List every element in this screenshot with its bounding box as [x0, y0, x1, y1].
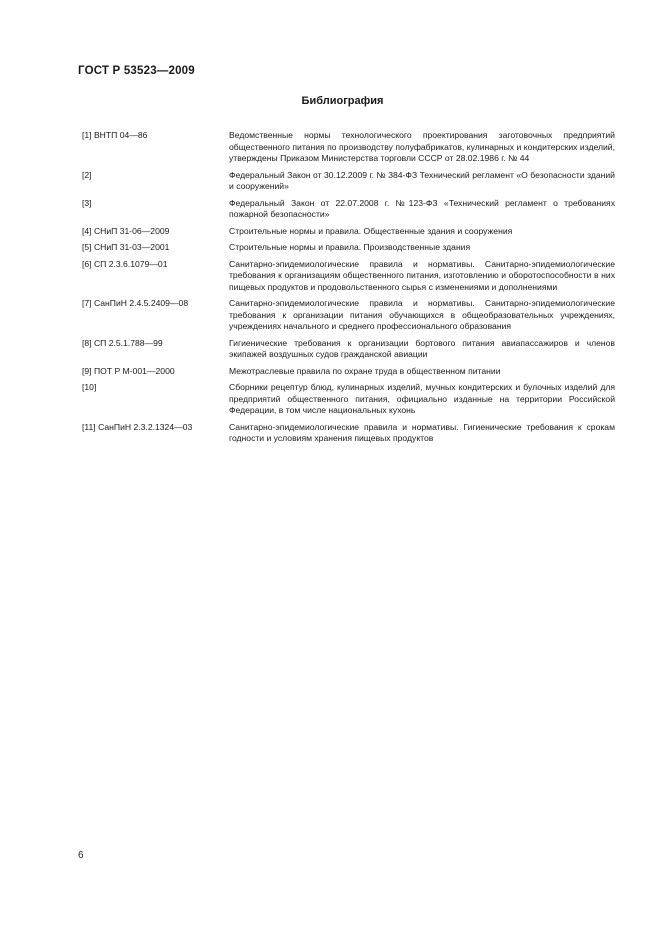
bibliography-entry — [82, 382, 615, 417]
bibliography-ref: [1] ВНТП 04—86 — [82, 130, 148, 140]
bibliography-entry — [82, 366, 615, 378]
bibliography-ref: [3] — [82, 197, 92, 208]
bibliography-entry — [82, 338, 615, 361]
bibliography-ref: [9] ПОТ Р М-001—2000 — [82, 365, 175, 376]
bibliography-text: Сборники рецептур блюд, кулинарных изделий, мучных кондитерских и булочных изделий для предприятий общественного питания, официально изданные на территории Российской Федерации, в том числе национальных кухонь — [229, 382, 615, 415]
bibliography-list — [82, 130, 615, 450]
bibliography-ref: [2] — [82, 169, 92, 180]
bibliography-entry — [82, 259, 615, 294]
bibliography-text: Санитарно-эпидемиологические правила и нормативы. Санитарно-эпидемиологические требования к организации питания обучающихся в общеобразовательных учреждениях, учреждениях начального и среднего профессионального образования — [229, 298, 615, 331]
bibliography-text: Ведомственные нормы технологического проектирования заготовочных предприятий общественного питания по производству полуфабрикатов, кулинарных и кондитерских изделий, утверждены Приказом Министерства торговли СССР от 28.02.1986 г. № 44 — [229, 130, 615, 163]
bibliography-text: Строительные нормы и правила. Общественные здания и сооружения — [229, 225, 513, 236]
bibliography-ref: [7] СанПиН 2.4.5.2409—08 — [82, 298, 189, 308]
bibliography-text: Федеральный Закон от 22.07.2008 г. №123-ФЗ «Технический регламент о требованиях пожарной безопасности» — [229, 197, 615, 219]
bibliography-entry — [82, 422, 615, 445]
section-title: Библиография — [301, 95, 384, 107]
bibliography-entry — [82, 226, 615, 238]
bibliography-text: Межотраслевые правила по охране труда в общественном питании — [229, 365, 501, 376]
bibliography-text: Гигиенические требования к организации бортового питания авиапассажиров и членов экипажей воздушных судов гражданской авиации — [229, 337, 615, 359]
bibliography-entry — [82, 130, 615, 165]
bibliography-ref: [5] СНиП 31-03—2001 — [82, 242, 170, 252]
bibliography-ref: [6] СП 2.3.6.1079—01 — [82, 258, 168, 269]
bibliography-entry — [82, 198, 615, 221]
bibliography-entry — [82, 242, 615, 254]
bibliography-ref: [10] — [82, 382, 97, 392]
bibliography-text: Федеральный Закон от 30.12.2009 г. № 384-ФЗ Технический регламент «О безопасности зданий и сооружений» — [229, 169, 615, 191]
bibliography-ref: [4] СНиП 31-06—2009 — [82, 225, 170, 236]
bibliography-text: Санитарно-эпидемиологические правила и нормативы. Гигиенические требования к срокам годности и условиям хранения пищевых продуктов — [229, 421, 615, 443]
bibliography-text: Санитарно-эпидемиологические правила и нормативы. Санитарно-эпидемиологические требования к организациям общественного питания, изготовлению и оборотоспособности в них пищевых продуктов и продовольственного сырья с изменениями и дополнениями — [229, 258, 615, 292]
bibliography-ref: [8] СП 2.5.1.788—99 — [82, 337, 163, 348]
document-header: ГОСТ Р 53523—2009 — [78, 65, 195, 77]
bibliography-text: Строительные нормы и правила. Производственные здания — [229, 242, 471, 252]
page-number: 6 — [78, 850, 84, 861]
bibliography-entry — [82, 170, 615, 193]
bibliography-entry — [82, 298, 615, 333]
bibliography-ref: [11] СанПиН 2.3.2.1324—03 — [82, 421, 193, 432]
